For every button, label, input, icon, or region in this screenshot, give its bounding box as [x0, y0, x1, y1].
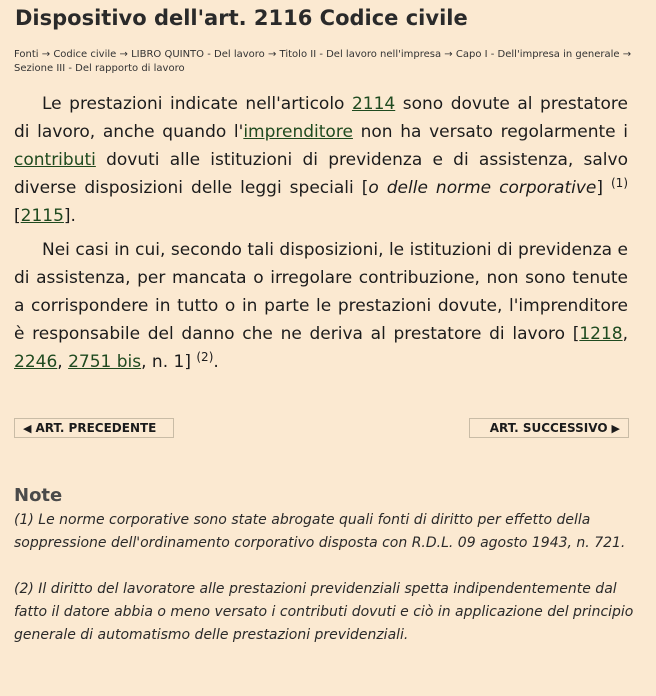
text: ]. — [63, 206, 76, 226]
text: ] — [596, 178, 611, 198]
previous-article-button[interactable] — [14, 418, 174, 438]
link-article-2751-bis[interactable]: 2751 bis — [68, 352, 142, 372]
note-reference-2: (2) — [196, 350, 214, 364]
text: [ — [14, 206, 21, 226]
notes-heading: Note — [14, 485, 63, 506]
breadcrumb-item-fonti[interactable]: Fonti — [14, 49, 39, 60]
breadcrumb-item-sezione-iii[interactable]: Sezione III - Del rapporto di lavoro — [14, 63, 185, 74]
text: Le prestazioni indicate nell'articolo — [42, 94, 352, 114]
breadcrumb-item-libro-quinto[interactable]: LIBRO QUINTO - Del lavoro — [131, 49, 265, 60]
text: , — [622, 324, 628, 344]
link-article-2115[interactable]: 2115 — [20, 206, 64, 226]
article-paragraph-2 — [14, 236, 628, 376]
next-article-button[interactable] — [469, 418, 629, 438]
text: Nei casi in cui, secondo tali disposizioni, le istituzioni di previdenza e di assistenza, per mancata o irregolare contribuzione, non sono tenute a corrispondere in tutto o in parte le prestazioni dovute, l'imprenditore è responsabile del danno che ne deriva al prestatore di lavoro [ — [14, 240, 628, 344]
link-article-1218[interactable]: 1218 — [579, 324, 623, 344]
link-article-2114[interactable]: 2114 — [351, 94, 396, 114]
article-paragraph-1 — [14, 90, 628, 230]
breadcrumb-separator: → — [267, 49, 277, 60]
breadcrumb-separator: → — [622, 49, 632, 60]
text: , n. 1] — [141, 352, 197, 372]
previous-article-label: ART. PRECEDENTE — [35, 421, 157, 435]
text: . — [213, 352, 219, 372]
text: dovuti alle istituzioni di previdenza e di assistenza, salvo diverse disposizioni delle leggi speciali [ — [14, 150, 628, 198]
article-body — [14, 90, 628, 382]
notes-section — [14, 509, 634, 670]
note-2: (2) Il diritto del lavoratore alle prestazioni previdenziali spetta indipendentemente dal fatto il datore abbia o meno versato i contributi dovuti e ciò in applicazione del principio generale di automatismo delle prestazioni previdenziali. — [14, 581, 634, 643]
breadcrumb-item-capo-i[interactable]: Capo I - Dell'impresa in generale — [455, 49, 620, 60]
text: , — [57, 352, 69, 372]
breadcrumb — [14, 48, 644, 76]
breadcrumb-separator: → — [119, 49, 128, 60]
breadcrumb-item-titolo-ii[interactable]: Titolo II - Del lavoro nell'impresa — [279, 49, 442, 60]
text: non ha versato regolarmente i — [352, 122, 628, 142]
link-contributi[interactable]: contributi — [14, 150, 96, 170]
italic-text: o delle norme corporative — [368, 178, 597, 198]
page-title: Dispositivo dell'art. 2116 Codice civile — [15, 6, 468, 30]
breadcrumb-item-codice-civile[interactable]: Codice civile — [53, 49, 117, 60]
arrow-right-icon: ▶ — [611, 421, 620, 435]
next-article-label: ART. SUCCESSIVO — [489, 421, 608, 435]
breadcrumb-separator: → — [41, 49, 51, 60]
link-article-2246[interactable]: 2246 — [14, 352, 58, 372]
text: sono dovute al prestatore di lavoro, anche quando l' — [14, 94, 628, 142]
note-reference-1: (1) — [611, 176, 628, 190]
note-1: (1) Le norme corporative sono state abrogate quali fonti di diritto per effetto della soppressione dell'ordinamento corporativo disposta con R.D.L. 09 agosto 1943, n. 721. — [14, 512, 626, 551]
arrow-left-icon: ◀ — [23, 421, 32, 435]
breadcrumb-separator: → — [444, 49, 453, 60]
link-imprenditore[interactable]: imprenditore — [243, 122, 353, 142]
